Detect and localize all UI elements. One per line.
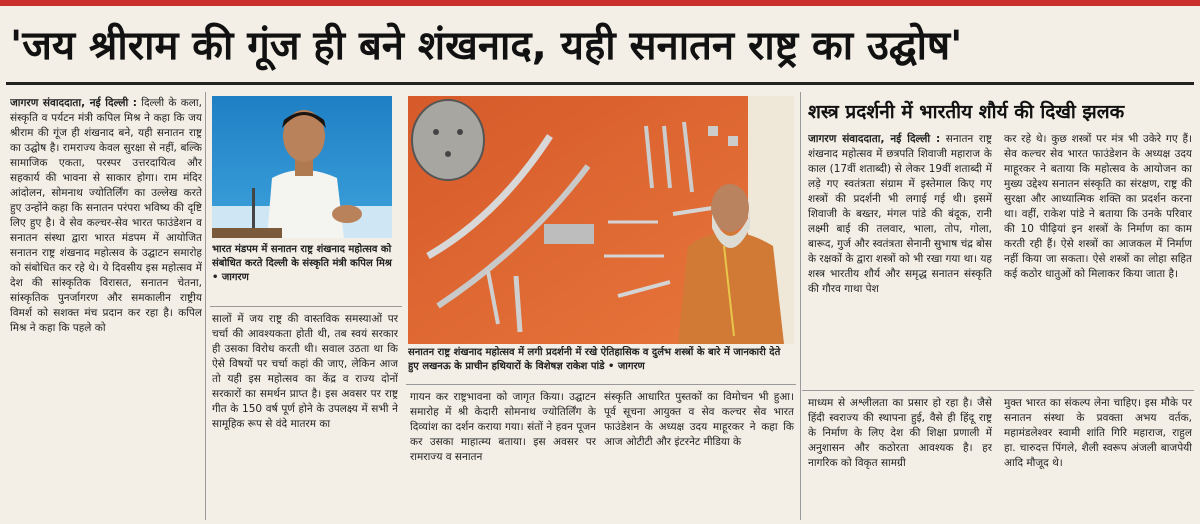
main-story-byline: जागरण संवाददाता, नई दिल्ली : (10, 97, 137, 109)
side-story-text-1: सनातन राष्ट्र शंखनाद महोत्सव में छत्रपति शिवाजी महाराज के काल (17वीं शताब्दी) से लेकर 19वीं शताब्दी में लड़े गए स्वतंत्रता संग्राम में इस्तेमाल किए गए शस्त्रों की प्रदर्शनी भी लगाई गई थी। इसमें शिवाजी के बख्तर, मंगल पांडे की बंदूक, रानी लक्ष्मी बाई की तलवार, भाला, तोप, गोला, बारूद, गुर्ज और स्वतंत्रता सेनानी सुभाष चंद्र बोस के रक्षकों के द्वारा शस्त्रों को भी रखा गया था। यह शस्त्र भारतीय शौर्य और समृद्ध सनातन संस्कृति की गौरव गाथा पेश (808, 133, 992, 295)
main-story-column-1 (10, 96, 202, 520)
main-story-text-4: संस्कृति आधारित पुस्तकों का विमोचन भी हुआ। पूर्व सूचना आयुक्त व सेव कल्चर सेव भारत फाउंडेशन के अध्यक्ष उदय माहूरकर ने कहा कि आज ओटीटी और इंटरनेट मीडिया के (604, 391, 794, 448)
minister-photo-caption: भारत मंडपम में सनातन राष्ट्र शंखनाद महोत्सव को संबोधित करते दिल्ली के संस्कृति मंत्री कपिल मिश्र • जागरण (212, 244, 392, 283)
caption-divider (210, 306, 402, 307)
main-story-text-6: मुक्त भारत का संकल्प लेना चाहिए। इस मौके पर सनातन संस्था के प्रवक्ता अभय वर्तक, महामंडलेश्वर स्वामी शांति गिरि महाराज, राहुल हा. चारुदत्त पिंगले, शैली स्वरूप अंजली बाजपेयी आदि मौजूद थे। (1004, 397, 1192, 469)
top-border (0, 0, 1200, 6)
column-divider (205, 92, 206, 520)
side-story-bottom-rule (802, 390, 1194, 391)
minister-photo-image (212, 96, 392, 238)
main-story-column-4 (604, 390, 794, 520)
main-story-text-1: दिल्ली के कला, संस्कृति व पर्यटन मंत्री कपिल मिश्र ने कहा कि जय श्रीराम की गूंज ही शंखनाद बने, यही सनातन राष्ट्र का उद्घोष है। रामराज्य केवल सुरक्षा से नहीं, बल्कि सामाजिक एकता, परस्पर उत्तरदायित्व और सहकार्य की भावना से साकार होगा। राम मंदिर आंदोलन, सोमनाथ ज्योतिर्लिंग का उल्लेख करते हुए उन्होंने कहा कि सनातन परंपरा भविष्य की दृष्टि लिए हुए है। वे सेव कल्चर-सेव भारत फाउंडेशन व सनातन संस्था द्वारा भारत मंडपम में आयोजित सनातन राष्ट्र शंखनाद महोत्सव के उद्घाटन समारोह को संबोधित कर रहे थे। ये दिवसीय इस महोत्सव में देश की सांस्कृतिक विरासत, सनातन चेतना, सांस्कृतिक पुनर्जागरण और समकालीन राष्ट्रीय विमर्श को सशक्त मंच प्रदान कर रहा है। कपिल मिश्र ने कहा कि पहले को (10, 97, 202, 334)
main-story-text-3: गायन कर राष्ट्रभावना को जागृत किया। उद्घाटन समारोह में श्री केदारी सोमनाथ ज्योतिर्लिंग के दिव्यांश का दर्शन कराया गया। संतों ने हवन पूजन कर उसका माहात्म्य बताया। इस अवसर पर रामराज्य व सनातन (410, 391, 596, 463)
headline-rule (6, 82, 1194, 85)
side-story-headline: शस्त्र प्रदर्शनी में भारतीय शौर्य की दिखी झलक (808, 101, 1125, 123)
main-story-text-2: सालों में जय राष्ट्र की वास्तविक समस्याओं पर चर्चा की आवश्यकता होती थी, तब स्वयं सरकार ही उसका विरोध करती थी। सवाल उठता था कि ऐसे विषयों पर चर्चा कहां की जाए, लेकिन आज तो यही इस महोत्सव का केंद्र व राज्य दोनों सरकारों का समर्थन प्राप्त है। इस अवसर पर राष्ट्र गीत के 150 वर्ष पूर्ण होने के उपलक्ष्य में सभी ने सामूहिक रूप से वंदे मातरम का (212, 313, 398, 430)
page-headline: 'जय श्रीराम की गूंज ही बने शंखनाद, यही सनातन राष्ट्र का उद्घोष' (10, 23, 963, 69)
weapons-exhibition-photo (408, 96, 794, 344)
main-story-column-5 (808, 396, 992, 520)
weapons-photo-caption: सनातन राष्ट्र शंखनाद महोत्सव में लगी प्रदर्शनी में रखे ऐतिहासिक व दुर्लभ शस्त्रों के बारे में जानकारी देते हुए लखनऊ के प्राचीन हथियारों के विशेषज्ञ राकेश पांडे • जागरण (408, 347, 781, 372)
side-story-text-2: कर रहे थे। कुछ शस्त्रों पर मंत्र भी उकेरे गए हैं। सेव कल्चर सेव भारत फाउंडेशन के अध्यक्ष उदय माहूरकर ने बताया कि महोत्सव के आयोजन का मुख्य उद्देश्य सनातन संस्कृति का संरक्षण, राष्ट्र की सुरक्षा और आध्यात्मिक शक्ति का प्रदर्शन करना था। वहीं, राकेश पांडे ने बताया कि उनके परिवार की 10 पीढ़ियां इन शस्त्रों के निर्माण का काम करती रही हैं। ऐसे शस्त्रों का आजकल में निर्माण नहीं किया जा सकता। ऐसे शस्त्रों का लोहा सहित कई कठोर धातुओं को मिलाकर किया जाता है। (1004, 133, 1192, 280)
main-story-text-5: माध्यम से अश्लीलता का प्रसार हो रहा है। जैसे हिंदी स्वराज्य की स्थापना हुई, वैसे ही हिंदू राष्ट्र के निर्माण के लिए देश की शिक्षा प्रणाली में अनुशासन और कठोरता आवश्यक है। हर नागरिक को विकृत सामग्री (808, 397, 992, 469)
side-story-column-2 (1004, 132, 1192, 388)
side-story-byline: जागरण संवाददाता, नई दिल्ली : (808, 133, 941, 145)
side-story-divider (800, 92, 801, 520)
side-story-column-1 (808, 132, 992, 388)
main-story-column-2 (212, 312, 398, 520)
main-story-column-3 (410, 390, 596, 520)
photo-section-divider (406, 384, 796, 385)
main-story-column-6 (1004, 396, 1192, 520)
minister-photo (212, 96, 392, 238)
weapons-exhibition-image (408, 96, 794, 344)
